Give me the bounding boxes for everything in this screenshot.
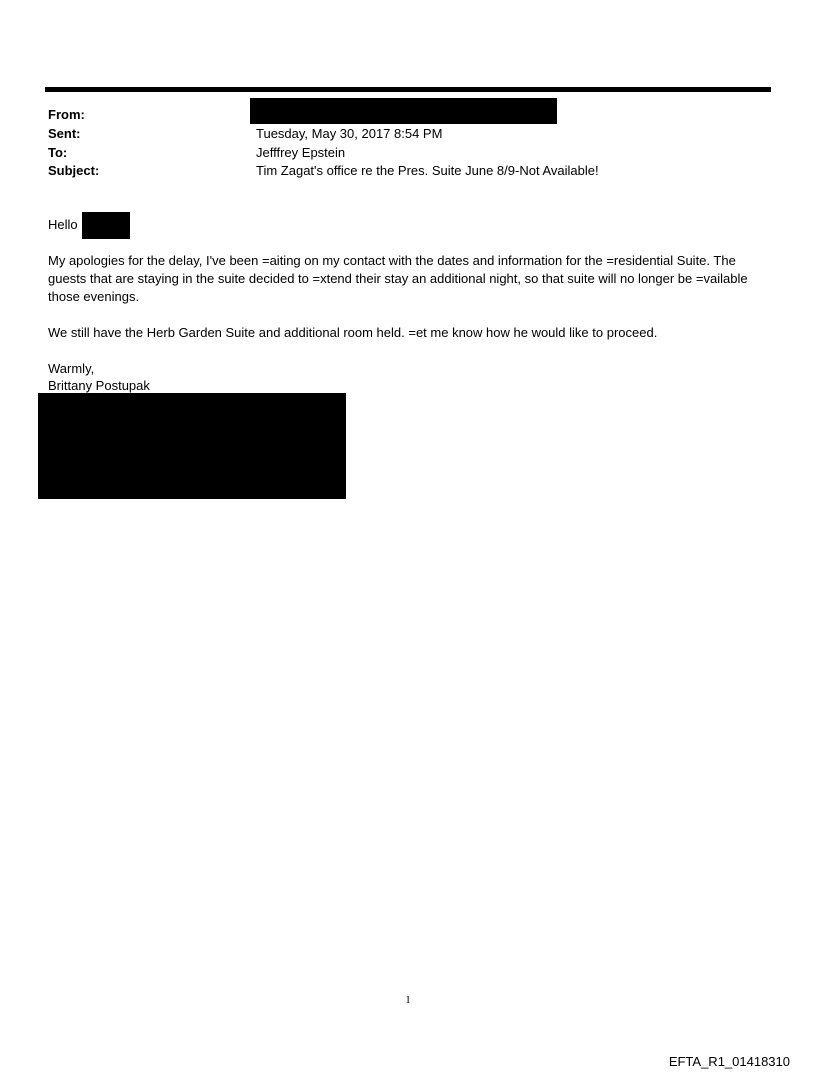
- signature-name: Brittany Postupak: [48, 378, 150, 393]
- closing: Warmly,: [48, 361, 95, 376]
- sent-value: Tuesday, May 30, 2017 8:54 PM: [256, 126, 443, 141]
- body-paragraph-1: My apologies for the delay, I've been =aiting on my contact with the dates and information for the =residential Suite. The guests that are staying in the suite decided to =xtend their stay an additional night, so that suite will no longer be =vailable those evenings.: [48, 253, 748, 304]
- subject-label: Subject:: [48, 163, 100, 178]
- to-value: Jefffrey Epstein: [256, 145, 346, 160]
- to-label: To:: [48, 145, 68, 160]
- sent-row: [48, 125, 768, 143]
- from-redaction: [250, 98, 557, 124]
- greeting: [48, 216, 760, 234]
- body-paragraph-2: We still have the Herb Garden Suite and additional room held. =et me know how he would like to proceed.: [48, 325, 658, 340]
- page-number: 1: [405, 994, 411, 1006]
- subject-value: Tim Zagat's office re the Pres. Suite June 8/9-Not Available!: [256, 163, 599, 178]
- subject-row: [48, 162, 768, 180]
- sent-label: Sent:: [48, 126, 81, 141]
- signature-block-redaction: [38, 393, 346, 499]
- greeting-text: Hello: [48, 217, 78, 232]
- header-rule: [45, 87, 771, 92]
- recipient-name-redaction: [82, 212, 130, 239]
- to-row: [48, 144, 768, 162]
- from-label: From:: [48, 107, 85, 122]
- document-id: EFTA_R1_01418310: [668, 1054, 790, 1069]
